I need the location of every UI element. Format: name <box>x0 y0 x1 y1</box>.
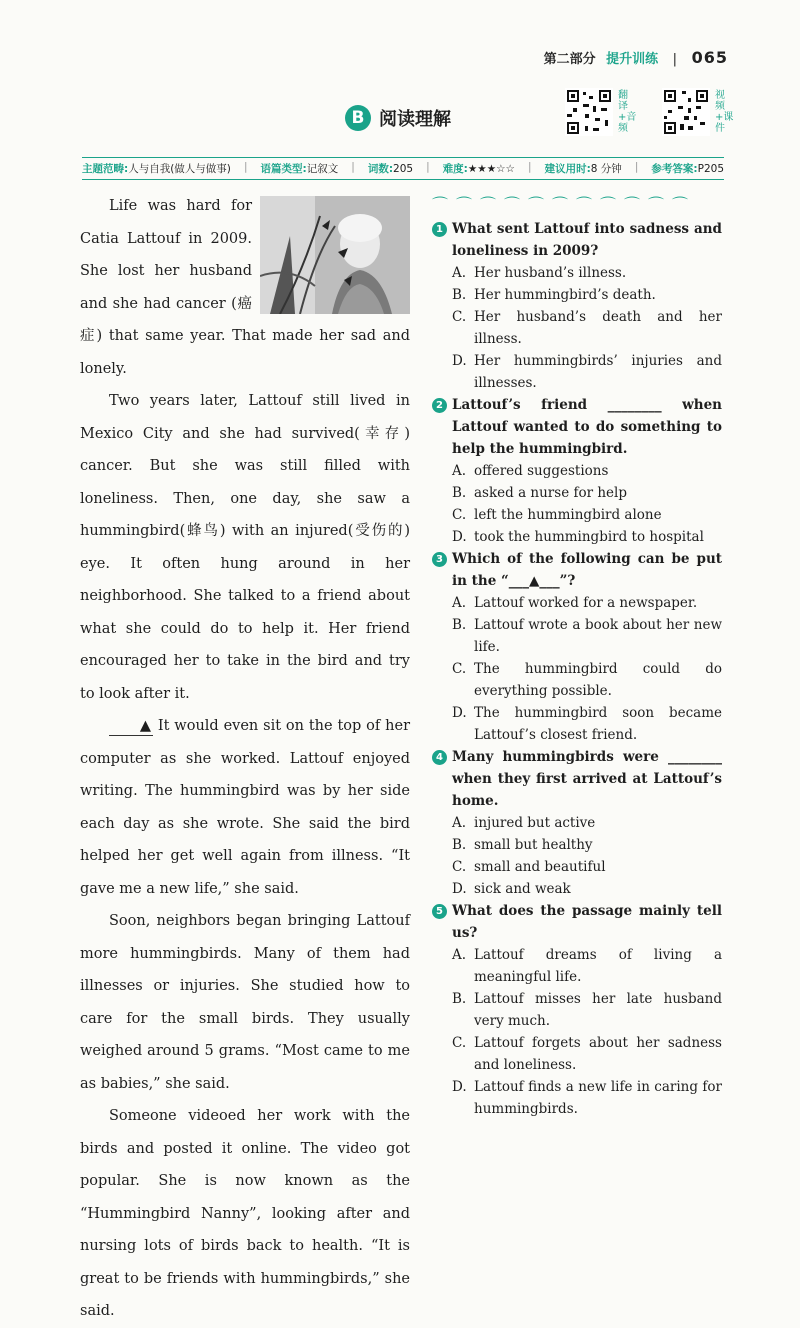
question-1 <box>432 218 722 394</box>
question-number: 4 <box>432 750 447 765</box>
option-d[interactable]: D. took the hummingbird to hospital <box>452 529 704 545</box>
question-stem: What sent Lattouf into sadness and loneliness in 2009? <box>452 221 722 259</box>
section-title-block <box>345 105 451 131</box>
paragraph-4: Soon, neighbors began bringing Lattouf more hummingbirds. Many of them had illnesses or injuries. She studied how to care for the small birds. They usually weighed around 5 grams. “Most came to me as babies,” she said. <box>80 913 410 1092</box>
question-number: 5 <box>432 904 447 919</box>
page-header <box>544 48 728 67</box>
info-type: 语篇类型:记叙文 <box>260 163 339 175</box>
qr-code-video[interactable] <box>662 88 710 136</box>
question-3 <box>432 548 722 746</box>
qr-label-translation: 翻译+音频 <box>618 90 637 134</box>
info-answer: 参考答案:P205 <box>651 163 724 175</box>
info-time: 建议用时:8 分钟 <box>544 163 622 175</box>
section-title: 阅读理解 <box>379 109 451 130</box>
option-c[interactable]: C. small and beautiful <box>452 859 606 875</box>
option-a[interactable]: A. Lattouf dreams of living a meaningful life. <box>452 947 722 985</box>
option-b[interactable]: B. asked a nurse for help <box>452 485 627 501</box>
paragraph-1: Life was hard for Catia Lattouf in 2009. She lost her husband and she had cancer (癌症) that same year. That made her sad and lonely. <box>80 198 410 377</box>
question-stem: Many hummingbirds were ________ when they first arrived at Lattouf’s home. <box>452 749 722 809</box>
option-a[interactable]: A. Her husband’s illness. <box>452 265 627 281</box>
info-theme: 主题范畴:人与自我(做人与做事) <box>82 163 231 175</box>
page-number: 065 <box>691 48 728 67</box>
section-label: 提升训练 <box>606 52 659 67</box>
passage-blank: ▲ <box>109 717 153 736</box>
question-4 <box>432 746 722 900</box>
reading-passage <box>80 190 410 1328</box>
header-divider: | <box>672 52 678 67</box>
paragraph-3-text: It would even sit on the top of her computer as she worked. Lattouf enjoyed writing. The hummingbird was by her side each day as she wrote. She said the bird helped her get well again from illness. “It gave me a new life,” she said. <box>80 718 410 897</box>
option-c[interactable]: C. Lattouf forgets about her sadness and loneliness. <box>452 1035 722 1073</box>
paragraph-3 <box>80 710 410 905</box>
info-words: 词数:205 <box>367 163 414 175</box>
option-b[interactable]: B. Her hummingbird’s death. <box>452 287 656 303</box>
option-d[interactable]: D. The hummingbird soon became Lattouf’s closest friend. <box>452 705 722 743</box>
option-d[interactable]: D. Lattouf finds a new life in caring for hummingbirds. <box>452 1079 722 1117</box>
part-label: 第二部分 <box>543 52 596 67</box>
option-b[interactable]: B. Lattouf misses her late husband very much. <box>452 991 722 1029</box>
qr-label-video: 视频+课件 <box>715 90 734 134</box>
info-bar: 主题范畴:人与自我(做人与做事) | 语篇类型:记叙文 | 词数:205 | 难度:★★★☆☆ | 建议用时:8 分钟 | 参考答案:P205 <box>82 157 724 180</box>
decorative-arcs: ⌒⌒⌒⌒⌒⌒⌒⌒⌒⌒⌒ <box>432 195 697 214</box>
option-b[interactable]: B. Lattouf wrote a book about her new life. <box>452 617 722 655</box>
woman-with-hummingbirds-photo <box>260 196 410 314</box>
option-d[interactable]: D. Her hummingbirds’ injuries and illnesses. <box>452 353 722 391</box>
question-stem: Which of the following can be put in the “___▲___”? <box>452 551 722 589</box>
option-a[interactable]: A. offered suggestions <box>452 463 609 479</box>
question-number: 3 <box>432 552 447 567</box>
info-difficulty: 难度:★★★☆☆ <box>442 163 515 175</box>
paragraph-5: Someone videoed her work with the birds and posted it online. The video got popular. She is now known as the “Hummingbird Nanny”, looking after and nursing lots of birds back to health. “It is great to be friends with hummingbirds,” she said. <box>80 1108 410 1319</box>
question-number: 2 <box>432 398 447 413</box>
option-a[interactable]: A. injured but active <box>452 815 596 831</box>
question-list <box>432 218 722 1120</box>
paragraph-2: Two years later, Lattouf still lived in Mexico City and she had survived(幸存) cancer. But she was still filled with loneliness. Then, one day, she saw a hummingbird(蜂鸟) with an injured(受伤的) eye. It often hung around in her neighborhood. She talked to a friend about what she could do to help it. Her friend encouraged her to take in the bird and try to look after it. <box>80 393 410 702</box>
option-c[interactable]: C. Her husband’s death and her illness. <box>452 309 722 347</box>
qr-code-translation[interactable] <box>565 88 613 136</box>
question-stem: Lattouf’s friend ________ when Lattouf wanted to do something to help the hummingbird. <box>452 397 722 457</box>
section-badge: B <box>345 105 371 131</box>
question-5 <box>432 900 722 1120</box>
option-d[interactable]: D. sick and weak <box>452 881 571 897</box>
option-a[interactable]: A. Lattouf worked for a newspaper. <box>452 595 698 611</box>
question-stem: What does the passage mainly tell us? <box>452 903 722 941</box>
question-2 <box>432 394 722 548</box>
option-c[interactable]: C. The hummingbird could do everything possible. <box>452 661 722 699</box>
question-number: 1 <box>432 222 447 237</box>
option-b[interactable]: B. small but healthy <box>452 837 593 853</box>
option-c[interactable]: C. left the hummingbird alone <box>452 507 662 523</box>
